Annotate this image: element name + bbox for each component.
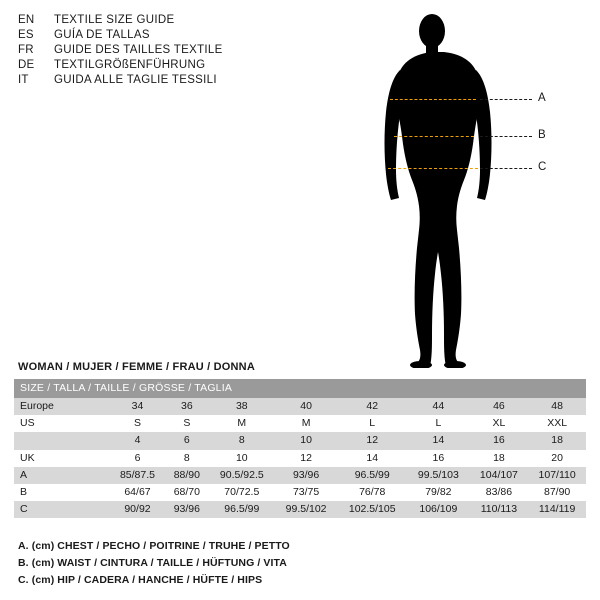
cell: 85/87.5 — [119, 468, 155, 481]
cell: 14 — [432, 434, 445, 447]
title-row — [18, 14, 308, 26]
cell: L — [369, 417, 376, 430]
measure-pointer-a — [480, 99, 532, 100]
cell: 99.5/102 — [285, 502, 327, 515]
table-group-label: WOMAN / MUJER / FEMME / FRAU / DONNA — [18, 361, 255, 373]
cell: 6 — [183, 434, 190, 447]
cell: S — [133, 417, 141, 430]
measure-pointer-b — [480, 136, 532, 137]
cell: 6 — [134, 451, 141, 464]
cell: XXL — [547, 417, 568, 430]
cell: 88/90 — [173, 468, 200, 481]
cell: 10 — [235, 451, 248, 464]
cell: 12 — [300, 451, 312, 464]
legend-item-chest: A. (cm) CHEST / PECHO / POITRINE / TRUHE / PETTO — [18, 540, 290, 552]
cell: 8 — [183, 451, 190, 464]
row-label: B — [20, 485, 28, 498]
table-row — [14, 501, 586, 518]
cell: 68/70 — [173, 485, 200, 498]
cell: 14 — [366, 451, 379, 464]
cell: 96.5/99 — [224, 502, 260, 515]
row-label: A — [20, 468, 28, 481]
cell: 64/67 — [124, 485, 151, 498]
cell: 12 — [366, 434, 379, 447]
female-silhouette-icon — [360, 8, 590, 368]
cell: 114/119 — [538, 502, 576, 515]
cell: 16 — [432, 451, 445, 464]
cell: 18 — [551, 434, 563, 447]
cell: 73/75 — [292, 485, 320, 498]
language-code: DE — [18, 59, 35, 71]
language-title: GUÍA DE TALLAS — [54, 29, 150, 41]
cell: 93/96 — [173, 502, 200, 515]
cell: 102.5/105 — [348, 502, 396, 515]
cell: 48 — [551, 400, 563, 413]
language-title: GUIDA ALLE TAGLIE TESSILI — [54, 74, 217, 86]
cell: 90/92 — [124, 502, 151, 515]
title-row — [18, 44, 308, 56]
cell: 8 — [238, 434, 245, 447]
cell: 90.5/92.5 — [219, 468, 264, 481]
cell: L — [435, 417, 442, 430]
cell: 106/109 — [419, 502, 458, 515]
table-row — [14, 415, 586, 432]
cell: 16 — [493, 434, 505, 447]
measure-label-c: C — [538, 161, 547, 173]
row-label — [14, 432, 110, 449]
language-code: FR — [18, 44, 34, 56]
table-header-row — [14, 379, 586, 398]
table-row — [14, 450, 586, 467]
cell: 76/78 — [359, 485, 386, 498]
table-row — [14, 467, 586, 484]
cell: 107/110 — [538, 468, 576, 481]
cell: 4 — [134, 434, 141, 447]
cell: 38 — [235, 400, 248, 413]
cell: 42 — [366, 400, 379, 413]
legend-item-waist: B. (cm) WAIST / CINTURA / TAILLE / HÜFTUNG / VITA — [18, 557, 287, 569]
cell: 79/82 — [425, 485, 452, 498]
title-row — [18, 29, 308, 41]
language-code: IT — [18, 74, 29, 86]
row-label: UK — [20, 451, 35, 464]
language-title: GUIDE DES TAILLES TEXTILE — [54, 44, 223, 56]
measure-line-c — [388, 168, 478, 169]
cell: M — [237, 417, 247, 430]
cell: 20 — [551, 451, 563, 464]
cell: 44 — [432, 400, 445, 413]
table-row — [14, 398, 586, 415]
cell: 104/107 — [479, 468, 518, 481]
title-row — [18, 59, 308, 71]
cell: M — [301, 417, 311, 430]
language-code: ES — [18, 29, 34, 41]
measure-pointer-c — [480, 168, 532, 169]
cell: 10 — [300, 434, 312, 447]
cell: 18 — [493, 451, 505, 464]
table-header-label: SIZE / TALLA / TAILLE / GRÖSSE / TAGLIA — [20, 382, 233, 394]
language-code: EN — [18, 14, 35, 26]
cell: S — [183, 417, 191, 430]
cell: 96.5/99 — [354, 468, 390, 481]
measure-label-a: A — [538, 92, 546, 104]
cell: 36 — [181, 400, 193, 413]
table-row — [14, 432, 586, 449]
cell: 110/113 — [480, 502, 518, 515]
cell: 46 — [493, 400, 505, 413]
language-title: TEXTILE SIZE GUIDE — [54, 14, 175, 26]
language-titles — [18, 14, 308, 89]
measure-label-b: B — [538, 129, 546, 141]
cell: 40 — [300, 400, 312, 413]
table-row — [14, 484, 586, 501]
cell: 99.5/103 — [417, 468, 459, 481]
measure-line-a — [390, 99, 476, 100]
female-figure — [360, 8, 590, 368]
language-title: TEXTILGRÖßENFÜHRUNG — [54, 59, 206, 71]
cell: 93/96 — [292, 468, 320, 481]
measurement-legend — [18, 540, 578, 591]
cell: 34 — [131, 400, 144, 413]
row-label: US — [20, 417, 35, 430]
cell: 87/90 — [543, 485, 571, 498]
row-label: Europe — [20, 400, 54, 413]
legend-item-hip: C. (cm) HIP / CADERA / HANCHE / HÜFTE / HIPS — [18, 574, 263, 586]
cell: 83/86 — [485, 485, 513, 498]
cell: 70/72.5 — [224, 485, 260, 498]
measure-line-b — [394, 136, 474, 137]
size-table — [14, 379, 586, 518]
row-label: C — [20, 502, 28, 515]
cell: XL — [492, 417, 506, 430]
title-row — [18, 74, 308, 86]
